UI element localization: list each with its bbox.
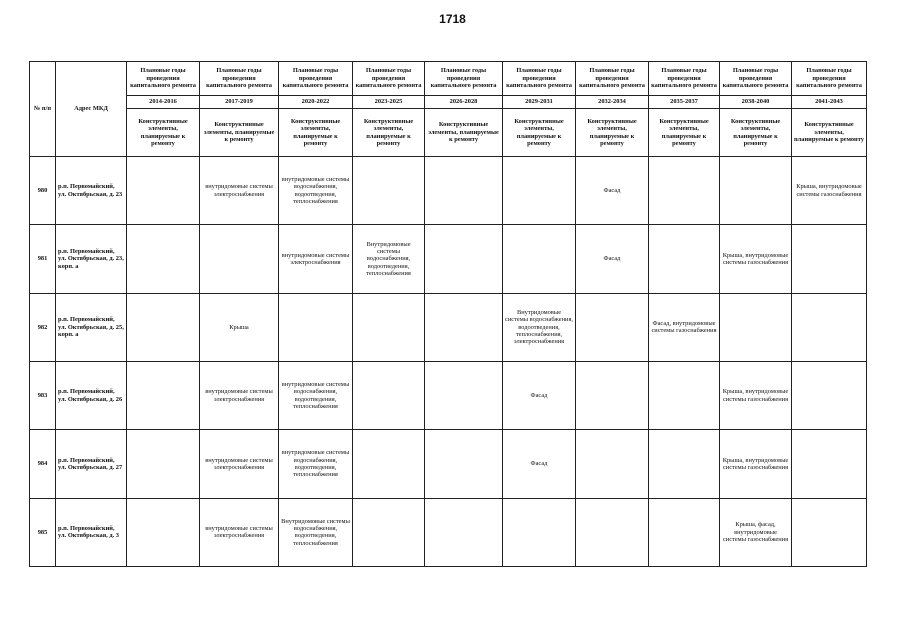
repair-cell: Фасад xyxy=(576,225,649,293)
repair-cell xyxy=(127,430,200,498)
repair-cell: Внутридомовые системы водоснабжения, водоотведения, теплоснабжения xyxy=(279,498,353,566)
repair-cell: Крыша xyxy=(200,293,279,361)
period-header: Плановые годы проведения капитального ремонта xyxy=(792,62,867,96)
capital-repair-table xyxy=(29,61,867,567)
repair-cell: Внутридомовые системы водоснабжения, водоотведения, теплоснабжения xyxy=(353,225,425,293)
repair-cell xyxy=(792,293,867,361)
elements-header: Конструктивные элементы, планируемые к ремонту xyxy=(649,109,720,157)
row-address: р.п. Первомайский, ул. Октябрьская, д. 25, корп. а xyxy=(56,293,127,361)
period-header: Плановые годы проведения капитального ремонта xyxy=(425,62,503,96)
repair-cell: внутридомовые системы электроснабжения xyxy=(279,225,353,293)
repair-cell xyxy=(649,157,720,225)
repair-cell xyxy=(279,293,353,361)
elements-header: Конструктивные элементы, планируемые к ремонту xyxy=(720,109,792,157)
period-header: Плановые годы проведения капитального ремонта xyxy=(353,62,425,96)
column-header-address: Адрес МКД xyxy=(56,62,127,157)
repair-cell xyxy=(127,157,200,225)
period-years: 2014-2016 xyxy=(127,96,200,109)
period-header: Плановые годы проведения капитального ремонта xyxy=(649,62,720,96)
repair-cell: Фасад, внутридомовые системы газоснабжения xyxy=(649,293,720,361)
period-years: 2032-2034 xyxy=(576,96,649,109)
elements-header: Конструктивные элементы, планируемые к ремонту xyxy=(279,109,353,157)
table-body xyxy=(30,157,867,567)
elements-header: Конструктивные элементы, планируемые к ремонту xyxy=(792,109,867,157)
repair-cell xyxy=(353,498,425,566)
repair-cell: Крыша, внутридомовые системы газоснабжения xyxy=(720,225,792,293)
repair-cell xyxy=(720,293,792,361)
repair-cell xyxy=(353,361,425,429)
period-years: 2035-2037 xyxy=(649,96,720,109)
repair-cell: Крыша, внутридомовые системы газоснабжения xyxy=(792,157,867,225)
repair-cell: внутридомовые системы электроснабжения xyxy=(200,361,279,429)
table-row xyxy=(30,225,867,293)
repair-cell xyxy=(353,430,425,498)
table-row xyxy=(30,157,867,225)
repair-cell xyxy=(425,157,503,225)
repair-cell xyxy=(576,498,649,566)
repair-cell: внутридомовые системы электроснабжения xyxy=(200,498,279,566)
period-header: Плановые годы проведения капитального ремонта xyxy=(200,62,279,96)
repair-cell xyxy=(127,361,200,429)
repair-cell: внутридомовые системы водоснабжения, водоотведения, теплоснабжения xyxy=(279,361,353,429)
column-header-number: № п/п xyxy=(30,62,56,157)
repair-cell xyxy=(792,498,867,566)
period-years: 2020-2022 xyxy=(279,96,353,109)
row-address: р.п. Первомайский, ул. Октябрьская, д. 26 xyxy=(56,361,127,429)
elements-header: Конструктивные элементы, планируемые к ремонту xyxy=(353,109,425,157)
table-row xyxy=(30,361,867,429)
repair-cell: внутридомовые системы водоснабжения, водоотведения, теплоснабжения xyxy=(279,430,353,498)
repair-cell xyxy=(127,293,200,361)
repair-cell xyxy=(200,225,279,293)
row-number: 981 xyxy=(30,225,56,293)
repair-cell xyxy=(792,430,867,498)
repair-cell: внутридомовые системы водоснабжения, водоотведения, теплоснабжения xyxy=(279,157,353,225)
repair-cell xyxy=(792,361,867,429)
period-header: Плановые годы проведения капитального ремонта xyxy=(720,62,792,96)
period-header: Плановые годы проведения капитального ремонта xyxy=(503,62,576,96)
repair-cell: Фасад xyxy=(576,157,649,225)
elements-header: Конструктивные элементы, планируемые к ремонту xyxy=(503,109,576,157)
period-years: 2023-2025 xyxy=(353,96,425,109)
repair-cell xyxy=(792,225,867,293)
repair-cell xyxy=(649,225,720,293)
row-number: 982 xyxy=(30,293,56,361)
repair-cell xyxy=(503,157,576,225)
repair-cell: Внутридомовые системы водоснабжения, водоотведения, теплоснабжения, электроснабжения xyxy=(503,293,576,361)
elements-header: Конструктивные элементы, планируемые к ремонту xyxy=(200,109,279,157)
repair-cell: Фасад xyxy=(503,361,576,429)
row-address: р.п. Первомайский, ул. Октябрьская, д. 23 xyxy=(56,157,127,225)
repair-cell xyxy=(353,293,425,361)
repair-cell xyxy=(649,498,720,566)
repair-cell xyxy=(425,225,503,293)
repair-cell xyxy=(503,498,576,566)
repair-cell xyxy=(127,498,200,566)
period-years: 2038-2040 xyxy=(720,96,792,109)
repair-cell xyxy=(425,361,503,429)
repair-cell: Крыша, фасад, внутридомовые системы газоснабжения xyxy=(720,498,792,566)
row-number: 983 xyxy=(30,361,56,429)
repair-cell xyxy=(576,293,649,361)
page-number: 1718 xyxy=(439,12,466,26)
period-header: Плановые годы проведения капитального ремонта xyxy=(127,62,200,96)
repair-cell xyxy=(353,157,425,225)
period-years: 2017-2019 xyxy=(200,96,279,109)
repair-cell: Фасад xyxy=(503,430,576,498)
repair-cell xyxy=(425,498,503,566)
elements-header: Конструктивные элементы, планируемые к ремонту xyxy=(127,109,200,157)
repair-cell: внутридомовые системы электроснабжения xyxy=(200,430,279,498)
repair-cell xyxy=(576,430,649,498)
elements-header: Конструктивные элементы, планируемые к ремонту xyxy=(425,109,503,157)
repair-cell xyxy=(127,225,200,293)
row-number: 980 xyxy=(30,157,56,225)
table-row xyxy=(30,430,867,498)
period-header: Плановые годы проведения капитального ремонта xyxy=(576,62,649,96)
period-years: 2026-2028 xyxy=(425,96,503,109)
row-number: 984 xyxy=(30,430,56,498)
row-address: р.п. Первомайский, ул. Октябрьская, д. 23, корп. а xyxy=(56,225,127,293)
elements-header: Конструктивные элементы, планируемые к ремонту xyxy=(576,109,649,157)
period-years: 2041-2043 xyxy=(792,96,867,109)
repair-cell xyxy=(503,225,576,293)
period-years: 2029-2031 xyxy=(503,96,576,109)
repair-cell xyxy=(425,293,503,361)
repair-cell xyxy=(649,430,720,498)
row-address: р.п. Первомайский, ул. Октябрьская, д. 27 xyxy=(56,430,127,498)
repair-cell xyxy=(649,361,720,429)
repair-cell xyxy=(425,430,503,498)
table-row xyxy=(30,498,867,566)
row-address: р.п. Первомайский, ул. Октябрьская, д. 3 xyxy=(56,498,127,566)
row-number: 985 xyxy=(30,498,56,566)
repair-cell: Крыша, внутридомовые системы газоснабжения xyxy=(720,430,792,498)
table-row xyxy=(30,293,867,361)
repair-cell: Крыша, внутридомовые системы газоснабжения xyxy=(720,361,792,429)
repair-cell xyxy=(720,157,792,225)
period-header: Плановые годы проведения капитального ремонта xyxy=(279,62,353,96)
repair-cell xyxy=(576,361,649,429)
repair-cell: внутридомовые системы электроснабжения xyxy=(200,157,279,225)
